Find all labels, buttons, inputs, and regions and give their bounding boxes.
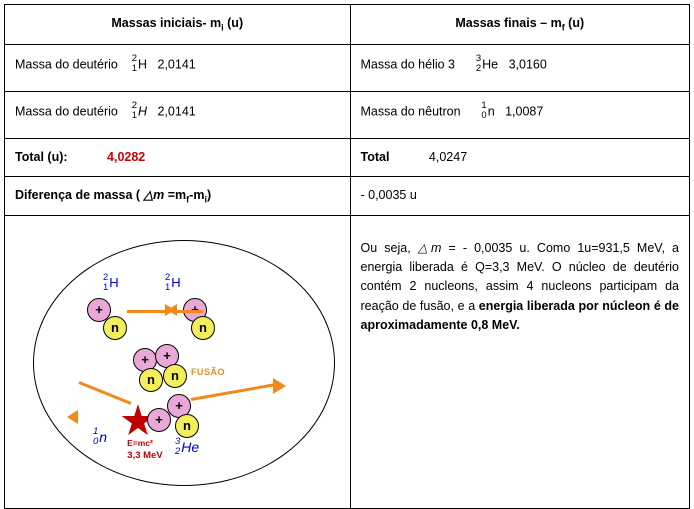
element-symbol: He bbox=[482, 56, 499, 71]
arrow-approach-right bbox=[127, 310, 167, 313]
fusion-diagram-cell bbox=[5, 216, 351, 509]
label-energy-value: 3,3 MeV bbox=[127, 450, 163, 462]
nuclide-notation bbox=[103, 273, 108, 293]
mass-number: 1 bbox=[93, 426, 99, 438]
label-neutron-out bbox=[93, 428, 107, 448]
total-initial-cell bbox=[5, 138, 351, 176]
label-fusion: FUSÃO bbox=[191, 367, 225, 378]
fusion-mass-balance-table bbox=[4, 4, 690, 509]
explanation-bold: energia liberada por núcleon é de aproximadamente 0,8 MeV. bbox=[360, 298, 679, 333]
mass-difference-label-cell bbox=[5, 176, 351, 216]
atomic-number: 1 bbox=[131, 109, 138, 121]
total-final-label: Total bbox=[360, 149, 390, 164]
neutron-particle: n bbox=[103, 316, 127, 340]
atomic-number: 1 bbox=[165, 282, 171, 294]
header-initial-masses-text: Massas iniciais- m bbox=[111, 16, 222, 30]
element-symbol: He bbox=[181, 439, 200, 456]
delta-m-symbol: △m bbox=[417, 240, 442, 255]
mass-number: 3 bbox=[475, 52, 482, 64]
atomic-number: 1 bbox=[131, 62, 138, 74]
diff-sub-f: f bbox=[186, 194, 190, 205]
mass-number: 2 bbox=[131, 52, 138, 64]
element-symbol: n bbox=[99, 429, 108, 446]
diff-sub-i: i bbox=[204, 194, 207, 205]
mass-difference-value-cell bbox=[350, 176, 690, 216]
atomic-number: 1 bbox=[103, 282, 109, 294]
mass-number: 2 bbox=[103, 272, 109, 284]
table-row bbox=[5, 91, 690, 138]
nuclide-notation bbox=[476, 54, 481, 74]
row-label: Massa do deutério bbox=[15, 56, 118, 71]
mass-difference-label bbox=[15, 187, 212, 205]
mass-number: 3 bbox=[175, 436, 181, 448]
explanation-cell bbox=[350, 216, 690, 509]
element-symbol: H bbox=[109, 275, 119, 291]
page bbox=[0, 4, 694, 502]
table-header-row bbox=[5, 5, 690, 45]
row-label: Massa do hélio 3 bbox=[360, 56, 456, 71]
proton-particle: + bbox=[167, 394, 191, 418]
mass-number: 1 bbox=[481, 99, 487, 111]
table-totals-row bbox=[5, 138, 690, 176]
neutron-particle: n bbox=[175, 414, 199, 438]
row-deuterium-1-initial bbox=[5, 44, 351, 91]
label-energy-formula: E=mc² bbox=[127, 438, 153, 449]
mass-difference-value: - 0,0035 u bbox=[360, 187, 417, 202]
label-deuterium-right bbox=[165, 274, 181, 294]
proton-particle: + bbox=[133, 348, 157, 372]
label-helium-out bbox=[175, 438, 199, 458]
atomic-number: 2 bbox=[475, 62, 482, 74]
table-row bbox=[5, 44, 690, 91]
nuclide-notation bbox=[93, 427, 98, 447]
row-neutron-final bbox=[350, 91, 690, 138]
neutron-particle: n bbox=[139, 368, 163, 392]
element-symbol: H bbox=[171, 275, 181, 291]
element-symbol: n bbox=[487, 103, 495, 118]
mass-value: 3,0160 bbox=[508, 56, 547, 71]
arrowhead-left bbox=[167, 304, 177, 316]
arrowhead-helium-out bbox=[273, 378, 286, 394]
element-symbol: H bbox=[138, 56, 148, 71]
total-final-value: 4,0247 bbox=[428, 149, 468, 164]
header-final-masses-subscript: f bbox=[561, 22, 565, 33]
arrow-approach-left bbox=[175, 310, 203, 313]
row-helium-final bbox=[350, 44, 690, 91]
explanation-paragraph bbox=[361, 239, 680, 336]
arrowhead-neutron-out bbox=[67, 410, 78, 424]
diff-label-minus: -m bbox=[189, 187, 205, 202]
header-initial-masses-subscript: i bbox=[221, 22, 224, 33]
total-final-cell bbox=[350, 138, 690, 176]
nuclide-notation bbox=[132, 54, 137, 74]
nuclide-notation bbox=[175, 437, 180, 457]
explanation-part2: = - 0,0035 u. Como 1u=931,5 MeV, a energia liberada é Q=3,3 MeV. O núcleo de deutério contém 2 nucleons, assim 4 nucleons participam da reação de fusão, e a bbox=[360, 240, 679, 313]
row-label: Massa do deutério bbox=[15, 103, 118, 118]
table-illustration-row bbox=[5, 216, 690, 509]
header-final-masses-text: Massas finais – m bbox=[455, 16, 562, 30]
header-initial-masses-unit: (u) bbox=[223, 16, 244, 30]
proton-particle: + bbox=[183, 298, 207, 322]
diff-label-post: =m bbox=[164, 187, 187, 202]
mass-value: 2,0141 bbox=[157, 103, 196, 118]
proton-particle: + bbox=[147, 408, 171, 432]
explanation-part1: Ou seja, bbox=[360, 240, 418, 255]
row-label: Massa do nêutron bbox=[360, 103, 461, 118]
mass-number: 2 bbox=[131, 99, 138, 111]
header-final-masses bbox=[350, 5, 690, 45]
nuclide-notation bbox=[165, 273, 170, 293]
mass-number: 2 bbox=[165, 272, 171, 284]
total-initial-value: 4,0282 bbox=[107, 149, 146, 164]
header-initial-masses bbox=[5, 5, 351, 45]
diff-label-close: ) bbox=[206, 187, 212, 202]
mass-value: 1,0087 bbox=[505, 103, 544, 118]
mass-value: 2,0141 bbox=[157, 56, 196, 71]
fusion-diagram bbox=[15, 226, 358, 496]
proton-particle: + bbox=[87, 298, 111, 322]
delta-m-symbol: △m bbox=[143, 187, 165, 202]
proton-particle: + bbox=[155, 344, 179, 368]
atomic-number: 2 bbox=[175, 446, 181, 458]
diff-label-pre: Diferença de massa ( bbox=[15, 187, 144, 202]
element-symbol: H bbox=[138, 103, 148, 118]
nuclide-notation bbox=[481, 101, 486, 121]
label-deuterium-left bbox=[103, 274, 119, 294]
atomic-number: 0 bbox=[481, 109, 487, 121]
nuclide-notation bbox=[132, 101, 137, 121]
table-difference-row bbox=[5, 176, 690, 216]
row-deuterium-2-initial bbox=[5, 91, 351, 138]
header-final-masses-unit: (u) bbox=[564, 16, 585, 30]
neutron-particle: n bbox=[163, 364, 187, 388]
neutron-particle: n bbox=[191, 316, 215, 340]
total-initial-label: Total (u): bbox=[15, 149, 68, 164]
atomic-number: 0 bbox=[93, 436, 99, 448]
